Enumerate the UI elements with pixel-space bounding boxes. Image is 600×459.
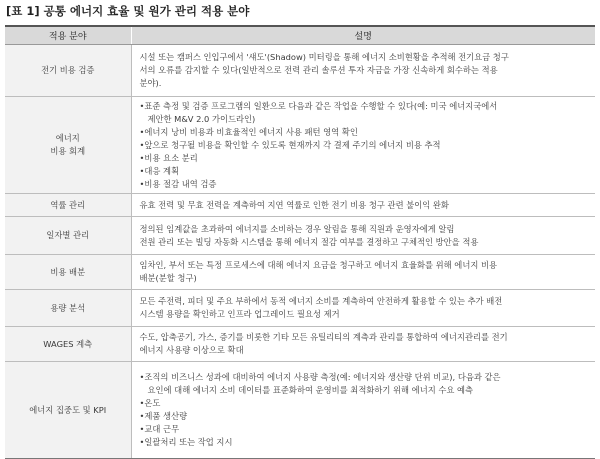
table-row [5, 194, 595, 217]
desc-line: 시설 또는 캠퍼스 인입구에서 '섀도'(Shadow) 미터링을 통해 에너지 소비현황을 추적해 전기요금 청구 [139, 52, 509, 62]
table-row [5, 290, 595, 327]
bullet-item: •일괄처리 또는 작업 지시 [139, 437, 233, 447]
application-areas-table [5, 25, 595, 459]
header-area: 적용 분야 [5, 26, 131, 45]
row-description [131, 362, 595, 459]
row-label [5, 194, 131, 217]
bullet-continuation: 제안한 M&V 2.0 가이드라인) [147, 113, 256, 124]
bullet-item: •조직의 비즈니스 성과에 대비하여 에너지 사용량 측정(예: 에너지와 생산량 단위 비교), 다음과 같은 [139, 372, 501, 382]
bullet-item: •온도 [139, 398, 161, 408]
row-label [5, 97, 131, 194]
label-line: 전기 비용 검증 [41, 65, 95, 75]
desc-line: 배분(분할 청구) [139, 273, 197, 283]
desc-line: 모든 주전력, 피더 및 주요 부하에서 동적 에너지 소비를 계측하여 안전하게 활용할 수 있는 추가 배전 [139, 296, 503, 306]
row-description [131, 45, 595, 97]
table-title: [표 1] 공통 에너지 효율 및 원가 관리 적용 분야 [6, 4, 250, 18]
label-line: 비용 배분 [50, 266, 86, 277]
row-description [131, 327, 595, 362]
bullet-item: •비용 절감 내역 검증 [139, 178, 217, 189]
label-line: 에너지 [55, 133, 80, 143]
row-description [131, 255, 595, 290]
bullet-item: •대응 계획 [139, 165, 180, 176]
bullet-continuation: 요인에 대해 에너지 소비 데이터를 표준화하여 운영비를 최적화하기 위해 에너지 수요 예측 [147, 385, 474, 395]
bullet-item: •비용 요소 분리 [139, 152, 198, 163]
bullet-item: •교대 근무 [139, 424, 180, 434]
table-row [5, 255, 595, 290]
desc-line: 전원 관리 또는 빌딩 자동화 시스템을 통해 에너지 절감 여부를 결정하고 구체적인 방안을 적용 [139, 236, 479, 247]
bullet-item: •제품 생산량 [139, 411, 188, 421]
row-description [131, 194, 595, 217]
table-row [5, 362, 595, 459]
row-label [5, 255, 131, 290]
desc-line: 서의 오류를 감지할 수 있다(일반적으로 전력 관리 솔루션 투자 자금을 가장 신속하게 회수하는 적용 [139, 65, 498, 75]
desc-line: 분야). [139, 78, 162, 88]
desc-line: 정의된 임계값을 초과하여 에너지를 소비하는 경우 알림을 통해 직원과 운영자에게 알림 [139, 223, 455, 234]
table-row [5, 327, 595, 362]
row-description [131, 97, 595, 194]
table-row [5, 45, 595, 97]
header-description: 설명 [131, 26, 595, 45]
row-label [5, 217, 131, 255]
label-line: 용량 분석 [50, 302, 86, 313]
table-row [5, 217, 595, 255]
row-description [131, 290, 595, 327]
label-line: 비용 회계 [50, 146, 86, 156]
row-label [5, 290, 131, 327]
label-line: 일자별 관리 [46, 230, 90, 240]
desc-line: 유효 전력 및 무효 전력을 계측하여 지연 역률로 인한 전기 비용 청구 관련 불이익 완화 [139, 199, 449, 210]
desc-line: 수도, 압축공기, 가스, 증기를 비롯한 기타 모든 유틸리티의 계측과 관리를 통합하여 에너지관리를 전기 [139, 332, 508, 342]
row-description [131, 217, 595, 255]
label-line: 역률 관리 [50, 199, 86, 210]
row-label [5, 45, 131, 97]
label-line: 에너지 집중도 및 KPI [29, 404, 107, 415]
bullet-item: •에너지 낭비 비용과 비효율적인 에너지 사용 패턴 영역 확인 [139, 126, 358, 137]
desc-line: 임차인, 부서 또는 특정 프로세스에 대해 에너지 요금을 청구하고 에너지 효율화를 위해 에너지 비용 [139, 260, 498, 270]
bullet-item: •앞으로 청구될 비용을 확인할 수 있도록 현재까지 각 결제 주기의 에너지 비용 추적 [139, 139, 441, 150]
row-label [5, 327, 131, 362]
table-header-row [5, 26, 595, 45]
desc-line: 에너지 사용량 이상으로 확대 [139, 345, 244, 355]
row-label [5, 362, 131, 459]
bullet-item: •표준 측정 및 검증 프로그램의 일환으로 다음과 같은 작업을 수행할 수 있다(예: 미국 에너지국에서 [139, 100, 498, 111]
desc-line: 시스템 용량을 확인하고 인프라 업그레이드 필요성 제거 [139, 309, 340, 319]
label-line: WAGES 계측 [43, 338, 93, 349]
table-row [5, 97, 595, 194]
